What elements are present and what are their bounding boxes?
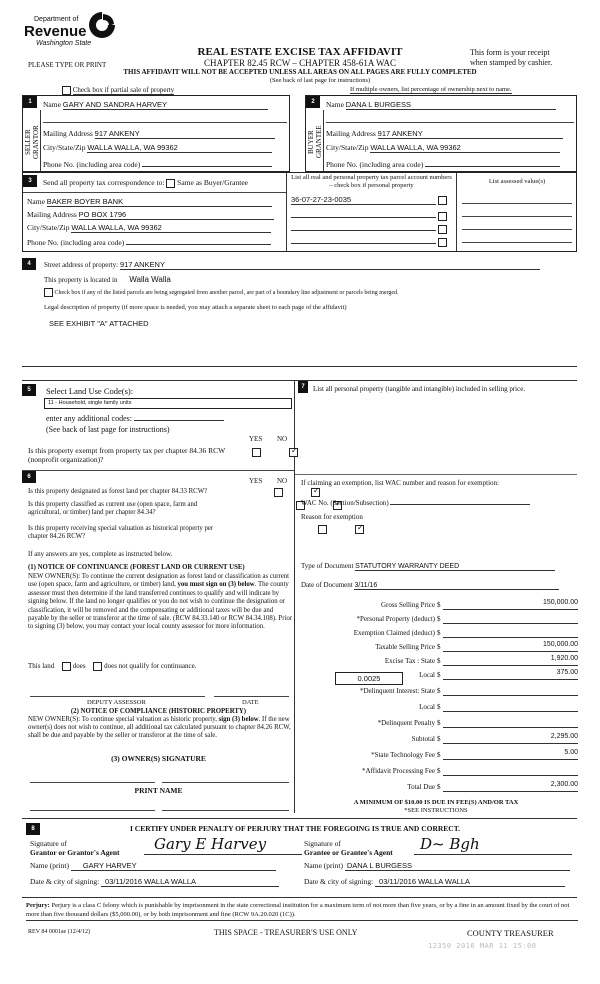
grantor-signature-label: Signature of Grantor or Grantor's Agent: [30, 839, 120, 857]
personal-property-deduct-field[interactable]: [443, 613, 578, 624]
parcel-row: [291, 209, 453, 221]
seller-city-row: City/State/Zip WALLA WALLA, WA 99362: [43, 143, 287, 153]
excise-tax-state-field[interactable]: 1,920.00: [443, 655, 578, 666]
seller-city-field[interactable]: WALLA WALLA, WA 99362: [87, 143, 272, 153]
located-in-value[interactable]: Walla Walla: [129, 275, 171, 284]
buyer-name-field[interactable]: DANA L BURGESS: [346, 100, 556, 110]
land-use-select[interactable]: 11 - Household, single family units: [44, 398, 292, 409]
section6-yes-header: YES: [249, 477, 263, 485]
assessed-value-field-1[interactable]: [462, 203, 572, 204]
grantee-signature-label: Signature of Grantee or Grantee's Agent: [304, 839, 393, 857]
logo-dept-text: Department of: [34, 16, 79, 23]
treasurer-space-label: THIS SPACE - TREASURER'S USE ONLY: [214, 928, 358, 937]
owner-signature-line-1[interactable]: [30, 782, 155, 783]
property-section: [22, 255, 577, 367]
cashier-stamp: 12350 2016 MAR 11 15:00: [428, 942, 537, 950]
affidavit-processing-fee-field[interactable]: [443, 765, 578, 776]
street-address-row: Street address of property: 917 ANKENY: [44, 260, 574, 270]
exempt-yes-checkbox[interactable]: [252, 448, 261, 457]
gross-selling-price-field[interactable]: 150,000.00: [443, 599, 578, 610]
minimum-due-note: A MINIMUM OF $10.00 IS DUE IN FEE(S) AND/OR TAX: [353, 799, 519, 806]
state-technology-fee-field[interactable]: 5.00: [443, 749, 578, 760]
print-name-line-1[interactable]: [30, 810, 155, 811]
segregated-row: Check box if any of the listed parcels are being segregated from another parcel, are part of a boundary line adjustment or parcels being merged.: [44, 288, 399, 297]
delinquent-penalty-field[interactable]: [443, 717, 578, 728]
historical-question: Is this property receiving special valuation as historical property per chapter 84.26 RCW?: [28, 525, 214, 540]
owner-signature-label: (3) OWNER(S) SIGNATURE: [111, 754, 206, 763]
form-id: REV 84 0001ae (12/4/12): [28, 929, 91, 935]
fee-row: *Delinquent Interest: State $: [295, 685, 577, 699]
parcel-header: List all real and personal property tax parcel account numbers – check box if personal property: [291, 174, 452, 189]
does-not-qualify-checkbox[interactable]: [93, 662, 102, 671]
section-number-5: 5: [22, 384, 36, 396]
land-use-label: Select Land Use Code(s):: [46, 386, 134, 396]
corr-mailing-field[interactable]: PO BOX 1796: [79, 210, 274, 220]
subtotal-field[interactable]: 2,295.00: [443, 733, 578, 744]
street-address-field[interactable]: 917 ANKENY: [120, 260, 540, 270]
section5-yes-header: YES: [249, 435, 263, 443]
doc-type-field[interactable]: STATUTORY WARRANTY DEED: [355, 563, 555, 571]
parcel-row: [291, 222, 453, 234]
grantor-name-field[interactable]: GARY HARVEY: [71, 861, 276, 871]
fee-row: Total Due $ 2,300.00: [407, 781, 578, 791]
excise-tax-local-field[interactable]: 375.00: [443, 669, 578, 680]
buyer-side-label: BUYER GRANTEE: [306, 110, 324, 172]
seller-section: [22, 95, 290, 172]
fee-row: Exemption Claimed (deduct) $: [295, 627, 577, 641]
personal-property-checkbox-3[interactable]: [438, 225, 447, 234]
doc-date-row: Date of Document 3/11/16: [301, 581, 559, 590]
grantee-date-field[interactable]: 03/11/2016 WALLA WALLA: [375, 877, 565, 887]
reason-label: Reason for exemption: [301, 513, 363, 521]
form-chapter: CHAPTER 82.45 RCW – CHAPTER 458-61A WAC: [204, 58, 396, 68]
form-title: REAL ESTATE EXCISE TAX AFFIDAVIT: [197, 46, 403, 58]
notice1-title: (1) NOTICE OF CONTINUANCE (FOREST LAND OR CURRENT USE): [28, 564, 245, 571]
fee-row: Subtotal $ 2,295.00: [411, 733, 578, 743]
delinquent-interest-state-field[interactable]: [443, 685, 578, 696]
same-as-buyer-checkbox[interactable]: [166, 179, 175, 188]
parcel-row: [291, 235, 453, 247]
send-correspondence-row: Send all property tax correspondence to: Same as Buyer/Grantee: [43, 178, 248, 187]
corr-name-row: Name BAKER BOYER BANK: [27, 197, 272, 207]
forest-land-question: Is this property designated as forest land per chapter 84.33 RCW?: [28, 488, 208, 495]
parcel-field-3[interactable]: [291, 222, 436, 231]
partial-sale: [62, 86, 174, 95]
personal-property-checkbox-1[interactable]: [438, 196, 447, 205]
wac-field[interactable]: [390, 497, 530, 505]
please-type: PLEASE TYPE OR PRINT: [28, 61, 107, 69]
legal-description-value[interactable]: SEE EXHIBIT "A" ATTACHED: [49, 319, 149, 328]
personal-property-label: List all personal property (tangible and intangible) included in selling price.: [313, 385, 526, 393]
notice1-body: NEW OWNER(S): To continue the current designation as forest land or classification as current use (open space, farm and agriculture, or timber) land, you must sign on (3) below. The county assessor must then determine if the land transferred continues to qualify and will indicate by signing below. If the land no longer qualifies or you do not wish to continue the designation or classification, it will be removed and the compensating or additional taxes will be due and payable by the seller or transferor at the time of sale. (RCW 84.33.140 or RCW 84.34.108). Prior to signing (3) below, you may contact your local county assessor for more information.: [28, 573, 293, 631]
fee-row: Local $ 375.00: [419, 669, 578, 679]
corr-city-row: City/State/Zip WALLA WALLA, WA 99362: [27, 223, 271, 233]
buyer-mailing-field[interactable]: 917 ANKENY: [378, 129, 563, 139]
assessed-value-field-2[interactable]: [462, 216, 572, 217]
section-number-2: 2: [306, 96, 320, 108]
fee-row: Taxable Selling Price $ 150,000.00: [375, 641, 578, 651]
buyer-name-row: Name DANA L BURGESS: [326, 100, 574, 110]
corr-phone-row: Phone No. (including area code): [27, 236, 271, 247]
print-name-line-2[interactable]: [162, 810, 289, 811]
personal-property-field[interactable]: [313, 411, 568, 466]
notice2-title: (2) NOTICE OF COMPLIANCE (HISTORIC PROPERTY): [70, 708, 247, 715]
seller-mailing-row: Mailing Address 917 ANKENY: [43, 129, 287, 139]
receipt-note-2: when stamped by cashier.: [470, 58, 553, 67]
section5-see-back: (See back of last page for instructions): [46, 425, 170, 434]
perjury-notice: Perjury: Perjury is a class C felony which is punishable by imprisonment in the state correctional institution for a maximum term of not more than five years, or by a fine in an amount fixed by the court of not more than five thousand dollars ($5,000.00), or by both imprisonment and fine (RCW 9A.20.020 (1C)).: [26, 902, 578, 921]
seller-phone-row: Phone No. (including area code): [43, 158, 287, 169]
buyer-city-field[interactable]: WALLA WALLA, WA 99362: [370, 143, 560, 153]
multiple-owners-note: If multiple owners, list percentage of ownership next to name.: [350, 86, 512, 93]
local-rate-box[interactable]: 0.0025: [335, 672, 403, 685]
corr-phone-field[interactable]: [126, 236, 271, 245]
seller-name-field[interactable]: GARY AND SANDRA HARVEY: [63, 100, 268, 110]
exempt-question: Is this property exempt from property tax per chapter 84.36 RCW (nonprofit organization)?: [28, 446, 226, 464]
see-instructions-note: *SEE INSTRUCTIONS: [404, 807, 468, 814]
exemption-claimed-field[interactable]: [443, 627, 578, 638]
buyer-section: [305, 95, 577, 172]
logo-state-text: Washington State: [36, 40, 92, 47]
parcel-row: [291, 195, 453, 205]
fee-row: Local $: [295, 701, 577, 715]
print-name-label: PRINT NAME: [134, 786, 183, 795]
section6-no-header: NO: [277, 477, 288, 485]
additional-codes-field[interactable]: [134, 413, 224, 421]
segregated-checkbox[interactable]: [44, 288, 53, 297]
grantee-name-field[interactable]: DANA L BURGESS: [345, 861, 570, 871]
seller-name-row: Name GARY AND SANDRA HARVEY: [43, 100, 287, 110]
grantor-date-row: Date & city of signing: 03/11/2016 WALLA WALLA: [30, 877, 279, 887]
taxable-selling-price-field[interactable]: 150,000.00: [443, 641, 578, 652]
section-number-1: 1: [23, 96, 37, 108]
receipt-note-1: This form is your receipt: [470, 48, 550, 57]
buyer-mailing-row: Mailing Address 917 ANKENY: [326, 129, 574, 139]
left-lower-column: [22, 380, 295, 813]
assessed-column: [456, 173, 577, 251]
fee-row: *Delinquent Penalty $: [295, 717, 577, 731]
delinquent-interest-local-field[interactable]: [443, 701, 578, 712]
owner-signature-line-2[interactable]: [162, 782, 289, 783]
partial-sale-checkbox[interactable]: [62, 86, 71, 95]
tax-correspondence-section: [22, 172, 577, 252]
wa-logo-icon: [87, 10, 117, 40]
see-back-text: (See back of last page for instructions): [269, 77, 371, 84]
grantee-signature[interactable]: D~ Bgh: [414, 835, 572, 855]
county-treasurer-label: COUNTY TREASURER: [467, 928, 554, 938]
corr-city-field[interactable]: WALLA WALLA, WA 99362: [71, 223, 271, 233]
assessor-date-line[interactable]: [214, 696, 289, 697]
continuance-row: This land does does not qualify for continuance.: [28, 662, 197, 671]
current-use-question: Is this property classified as current use (open space, farm and agricultural, or timber) land per chapter 84.34?: [28, 501, 198, 516]
total-due-field[interactable]: 2,300.00: [443, 781, 578, 792]
parcel-field-1[interactable]: 36-07-27-23-0035: [291, 195, 436, 205]
certify-statement: I CERTIFY UNDER PENALTY OF PERJURY THAT THE FOREGOING IS TRUE AND CORRECT.: [130, 824, 461, 833]
reason-field[interactable]: [301, 526, 571, 556]
grantee-date-row: Date & city of signing: 03/11/2016 WALLA WALLA: [304, 877, 565, 887]
fee-row: Excise Tax : State $ 1,920.00: [384, 655, 578, 665]
does-qualify-checkbox[interactable]: [62, 662, 71, 671]
corr-name-field[interactable]: BAKER BOYER BANK: [47, 197, 272, 207]
forest-yes-checkbox[interactable]: [274, 488, 283, 497]
buyer-phone-row: Phone No. (including area code): [326, 158, 574, 169]
grantor-date-field[interactable]: 03/11/2016 WALLA WALLA: [101, 877, 279, 887]
fee-row: Gross Selling Price $ 150,000.00: [380, 599, 578, 609]
located-in-row: This property is located in Walla Walla: [44, 275, 171, 284]
additional-codes-row: enter any additional codes:: [46, 413, 224, 423]
fee-row: *Personal Property (deduct) $: [295, 613, 577, 627]
certification-section: [22, 818, 577, 898]
logo-revenue-text: Revenue: [24, 23, 87, 40]
parcel-field-4[interactable]: [291, 235, 436, 244]
doc-date-field[interactable]: 3/11/16: [354, 582, 559, 590]
buyer-city-row: City/State/Zip WALLA WALLA, WA 99362: [326, 143, 574, 153]
deputy-assessor-label: DEPUTY ASSESSOR: [87, 699, 146, 706]
dor-logo: [24, 10, 124, 54]
section-number-7: 7: [298, 381, 308, 393]
assessed-header: List assessed value(s): [488, 178, 546, 185]
parcel-field-2[interactable]: [291, 209, 436, 218]
fee-row: *State Technology Fee $ 5.00: [371, 749, 578, 759]
personal-property-checkbox-4[interactable]: [438, 238, 447, 247]
legal-description-label: Legal description of property (if more space is needed, you may attach a separate sheet to each page of the affidavit): [44, 304, 347, 311]
fee-row: *Affidavit Processing Fee $: [295, 765, 577, 779]
buyer-phone-field[interactable]: [425, 158, 560, 167]
corr-mailing-row: Mailing Address PO BOX 1796: [27, 210, 274, 220]
grantor-signature[interactable]: Gary E Harvey: [144, 835, 302, 855]
seller-phone-field[interactable]: [142, 158, 272, 167]
right-lower-column: [295, 380, 577, 813]
section-number-3: 3: [23, 175, 37, 187]
section-number-8: 8: [26, 823, 40, 835]
section-number-4: 4: [22, 258, 36, 270]
grantee-name-row: Name (print) DANA L BURGESS: [304, 861, 570, 871]
section5-no-header: NO: [277, 435, 288, 443]
seller-side-label: SELLER GRANTOR: [23, 110, 41, 172]
exemption-label: If claiming an exemption, list WAC number and reason for exemption:: [301, 479, 499, 487]
assessed-value-field-3[interactable]: [462, 229, 572, 230]
seller-mailing-field[interactable]: 917 ANKENY: [95, 129, 275, 139]
partial-sale-label: Check box if partial sale of property: [72, 86, 175, 95]
if-yes-instruction: If any answers are yes, complete as instructed below.: [28, 551, 173, 558]
deputy-assessor-line[interactable]: [30, 696, 205, 697]
parcel-column: [286, 173, 456, 251]
grantor-name-row: Name (print) GARY HARVEY: [30, 861, 276, 871]
doc-type-row: Type of Document STATUTORY WARRANTY DEED: [301, 562, 555, 571]
personal-property-checkbox-2[interactable]: [438, 212, 447, 221]
date-label: DATE: [242, 699, 259, 706]
assessed-value-field-4[interactable]: [462, 242, 572, 243]
wac-row: WAC No. (Section/Subsection): [301, 497, 530, 507]
section-number-6: 6: [22, 471, 36, 483]
warning-text: THIS AFFIDAVIT WILL NOT BE ACCEPTED UNLESS ALL AREAS ON ALL PAGES ARE FULLY COMPLETED: [123, 68, 477, 76]
notice2-body: NEW OWNER(S): To continue special valuation as historic property, sign (3) below. If the new owner(s) does not wish to continue, all additional tax calculated pursuant to chapter 84.26 RCW, shall be due and payable by the seller or transferor at the time of sale.: [28, 716, 291, 740]
